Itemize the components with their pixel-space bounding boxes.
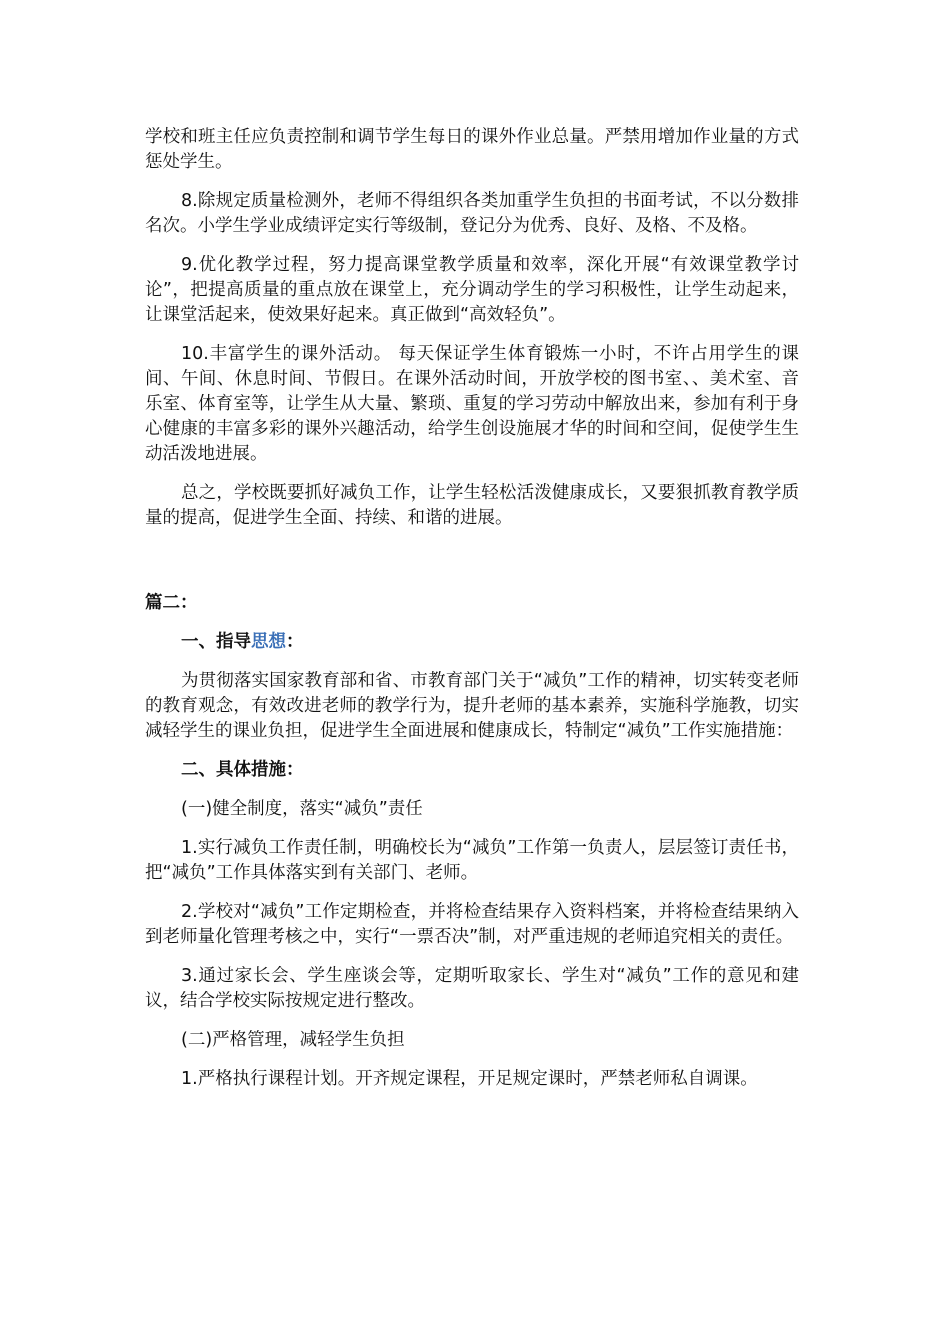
section-title: 篇二： [145, 593, 198, 613]
document-page [145, 125, 799, 1106]
intro-paragraph: 为贯彻落实国家教育部和省、市教育部门关于“减负”工作的精神，切实转变老师的教育观念，有效改进老师的教学行为，提升老师的基本素养，实施科学施教，切实减轻学生的课业负担，促进学生全面进展和健康成长，特制定“减负”工作实施措施： [145, 671, 799, 741]
list-item: 1.严格执行课程计划。开齐规定课程，开足规定课时，严禁老师私自调课。 [181, 1069, 758, 1089]
paragraph: 9.优化教学过程，努力提高课堂教学质量和效率，深化开展“有效课堂教学讨论”，把提高质量的重点放在课堂上，充分调动学生的学习积极性，让学生动起来，让课堂活起来，使效果好起来。真正做到“高效轻负”。 [145, 255, 799, 325]
list-item: 2.学校对“减负”工作定期检查，并将检查结果存入资料档案，并将检查结果纳入到老师量化管理考核之中，实行“一票否决”制，对严重违规的老师追究相关的责任。 [145, 902, 799, 947]
list-item: 3.通过家长会、学生座谈会等，定期听取家长、学生对“减负”工作的意见和建议，结合学校实际按规定进行整改。 [145, 966, 799, 1011]
thought-link[interactable]: 思想 [251, 632, 286, 652]
list-item: 1.实行减负工作责任制，明确校长为“减负”工作第一负责人，层层签订责任书，把“减负”工作具体落实到有关部门、老师。 [145, 838, 799, 883]
subheading: (二)严格管理，减轻学生负担 [181, 1030, 405, 1050]
heading-measures: 二、具体措施： [181, 760, 304, 780]
paragraph: 10.丰富学生的课外活动。 每天保证学生体育锻炼一小时，不许占用学生的课间、午间、休息时间、节假日。在课外活动时间，开放学校的图书室、、美术室、音乐室、体育室等，让学生从大量、繁琐、重复的学习劳动中解放出来，参加有利于身心健康的丰富多彩的课外兴趣活动，给学生创设施展才华的时间和空间，促使学生生动活泼地进展。 [145, 344, 799, 464]
heading-suffix: ： [286, 632, 304, 652]
paragraph: 总之，学校既要抓好减负工作，让学生轻松活泼健康成长，又要狠抓教育教学质量的提高，促进学生全面、持续、和谐的进展。 [145, 483, 799, 528]
paragraph: 8.除规定质量检测外，老师不得组织各类加重学生负担的书面考试，不以分数排名次。小学生学业成绩评定实行等级制，登记分为优秀、良好、及格、不及格。 [145, 191, 799, 236]
subheading: (一)健全制度，落实“减负”责任 [181, 799, 423, 819]
heading-prefix: 一、指导 [181, 632, 251, 652]
heading-guiding-thought [145, 630, 799, 655]
paragraph: 学校和班主任应负责控制和调节学生每日的课外作业总量。严禁用增加作业量的方式惩处学生。 [145, 127, 799, 172]
